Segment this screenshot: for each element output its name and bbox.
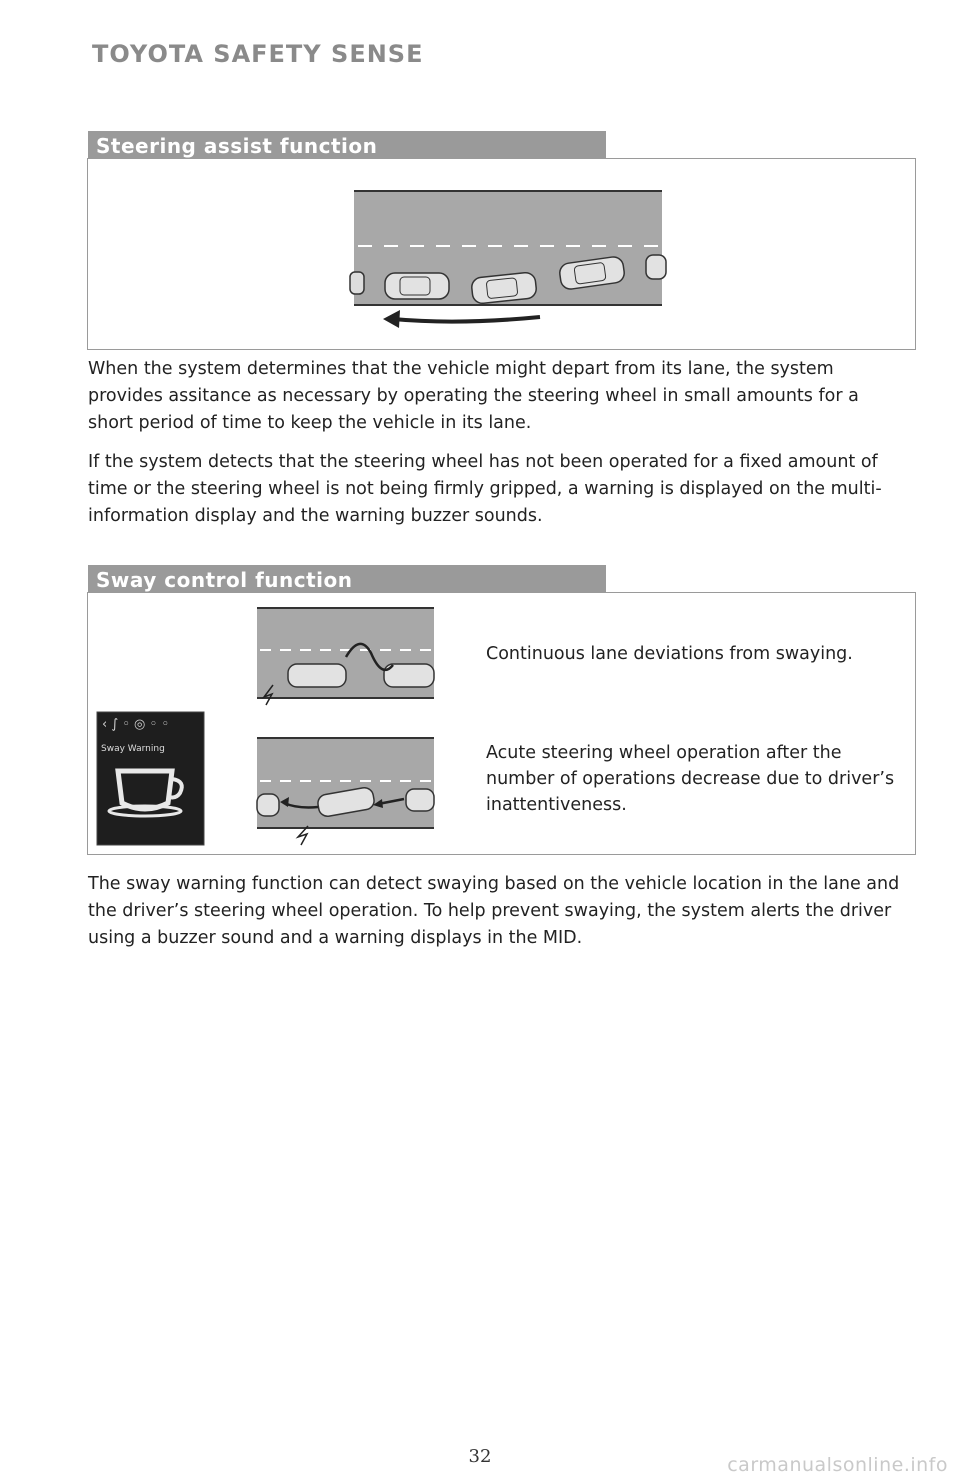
svg-text:‹ ∫ ◦ ◎ ◦ ◦: ‹ ∫ ◦ ◎ ◦ ◦ <box>102 717 169 732</box>
steering-assist-figure <box>87 158 916 350</box>
sway-control-figure <box>87 592 916 855</box>
steering-assist-diagram <box>88 159 917 351</box>
sway-caption-1: Continuous lane deviations from swaying. <box>486 644 853 664</box>
car-icon <box>350 272 364 294</box>
steering-direction-arrow <box>393 317 540 322</box>
watermark: carmanualsonline.info <box>727 1454 948 1476</box>
page-number: 32 <box>468 1446 492 1467</box>
sway-caption-2: Acute steering wheel operation after the number of operations decrease due to driver’s inattentiveness. <box>486 743 895 815</box>
car-icon <box>257 794 279 816</box>
car-icon <box>288 664 346 687</box>
sway-control-paragraph: The sway warning function can detect swaying based on the vehicle location in the lane and the driver’s steering wheel operation. To help prevent swaying, the system alerts the driver using a buzzer sound and a warning displays in the MID. <box>88 874 900 948</box>
page-title: TOYOTA SAFETY SENSE <box>92 40 424 68</box>
inattentive-road-diagram <box>257 738 434 845</box>
car-icon <box>385 273 449 299</box>
car-icon <box>406 789 434 811</box>
section-heading-sway-control: Sway control function <box>88 565 606 593</box>
steering-assist-paragraph-2: If the system detects that the steering wheel has not been operated for a fixed amount of time or the steering wheel is not being firmly gripped, a warning is displayed on the multi-information display and the warning buzzer sounds. <box>88 452 882 526</box>
mid-display <box>97 712 204 845</box>
swaying-road-diagram <box>257 608 434 705</box>
steering-assist-paragraph-1: When the system determines that the vehicle might depart from its lane, the system provides assitance as necessary by operating the steering wheel in small amounts for a short period of time to keep the vehicle in its lane. <box>88 359 859 433</box>
section-heading-steering-assist: Steering assist function <box>88 131 606 159</box>
arrow-head-icon <box>383 310 400 328</box>
car-icon <box>646 255 666 279</box>
display-label: Sway Warning <box>101 744 165 754</box>
